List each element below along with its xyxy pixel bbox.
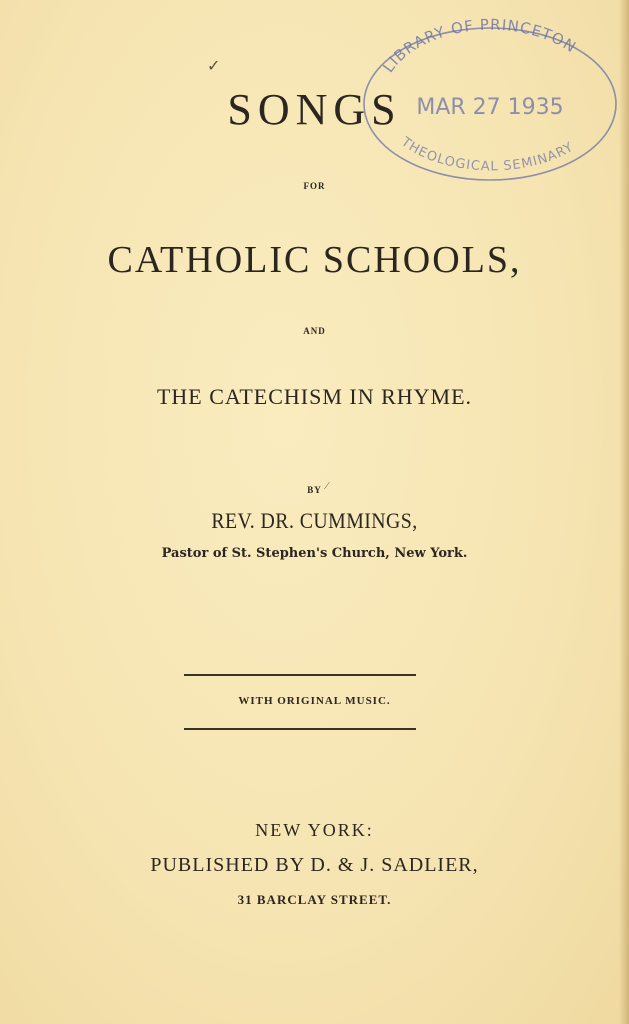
stamp-bottom-text: THEOLOGICAL SEMINARY bbox=[398, 134, 577, 175]
and-label: AND bbox=[303, 326, 326, 336]
library-stamp bbox=[355, 14, 620, 186]
publisher-city: NEW YORK: bbox=[255, 820, 374, 840]
by-label: BY bbox=[307, 485, 322, 495]
for-label: FOR bbox=[303, 181, 326, 191]
music-note: WITH ORIGINAL MUSIC. bbox=[238, 695, 391, 707]
book-title: SONGS bbox=[227, 85, 402, 134]
bottom-rule bbox=[184, 728, 416, 730]
book-subtitle: CATHOLIC SCHOOLS, bbox=[107, 239, 522, 281]
publisher-name: PUBLISHED BY D. & J. SADLIER, bbox=[150, 854, 479, 876]
stamp-date: MAR 27 1935 bbox=[416, 95, 564, 120]
stamp-top-text: LIBRARY OF PRINCETON bbox=[379, 15, 580, 76]
pencil-check-mark: ✓ bbox=[207, 58, 221, 75]
pencil-mark: ⁄ bbox=[326, 480, 328, 492]
author-affiliation: Pastor of St. Stephen's Church, New York. bbox=[161, 546, 468, 561]
catechism-title: THE CATECHISM IN RHYME. bbox=[156, 384, 473, 409]
publisher-address: 31 BARCLAY STREET. bbox=[237, 892, 392, 907]
author-name: REV. DR. CUMMINGS, bbox=[211, 508, 418, 533]
top-rule bbox=[184, 674, 416, 676]
